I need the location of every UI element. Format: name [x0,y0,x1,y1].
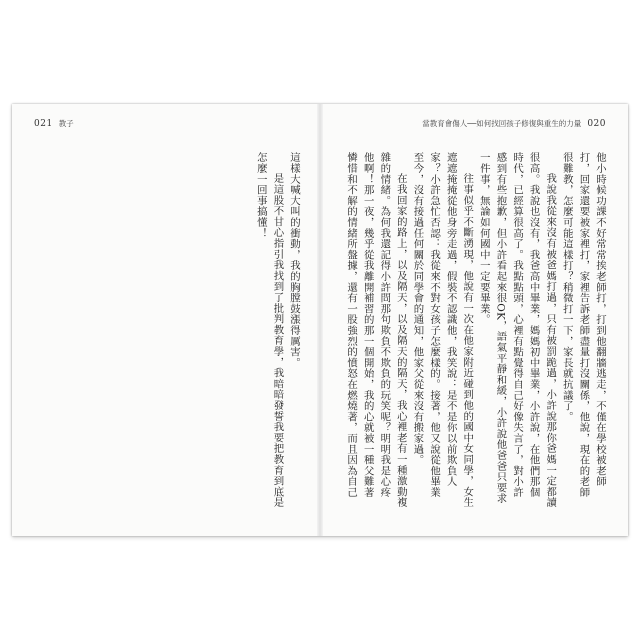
left-page-number: 021 [34,119,53,129]
left-paragraph: 是這股不甘心指引我找到了批判教育學，我暗暗發誓我要把教育到底是怎麼一回事搞懂！ [254,152,284,508]
left-paragraph: 這樣大喊大叫的衝動，我的胸膛鼓漲得厲害。 [288,152,300,368]
left-page [12,104,320,536]
right-page-header [422,118,606,129]
left-page-body [234,152,302,508]
right-paragraph: 他小時候功課不好常常挨老師打，打到他翻牆逃走，不僅在學校被老師打，回家還要被家裡打，家裡告訴老師盡量打沒關係，他說，現在的老師很難教，怎麼可能這樣打？稍微打一下，家長就抗議了。 [560,152,606,498]
right-running-head: 當教育會傷人──如何找回孩子修復與重生的力量 [422,119,582,128]
open-book-spread [12,104,628,536]
right-paragraph: 往事似乎不斷湧現，他說有一次在他家附近碰到他的國中女同學，女生遮遮掩掩從他身旁走過，假裝不認識他，我笑說：是不是你以前欺負人家？小許急忙否認：我從來不對女孩子怎麼樣的。接著，他又說從他畢業至今，沒有接過任何關於同學會的通知，他家父從來沒有搬家過。 [411,152,474,508]
left-running-head: 教子 [58,119,74,128]
book-spine-shadow [317,104,323,536]
right-paragraph: 在我回家的路上，以及隔天，以及隔天的隔天，我心裡老有一種激動複雜的情緒。為何我還記得小許問那句欺負不欺負的玩笑呢？明明我是心疼他啊！那一夜，幾乎從我離開補習的那一個開始，我的心就被一種父難著憐惜和不解的情緒所盤據，還有一股強烈的憤怒在燃燒著，而且因為自己 [345,152,407,508]
right-paragraph: 我說我從來沒有被爸媽打過，只有被罰跪過，小許說那你爸媽一定都讀很高。我說也沒有，我爸高中畢業，媽媽初中畢業，小許說，在他們那個時代，已經算很高了。我點點頭，心裡有點覺得自己好像失言了，對小許感到有些抱歉，但小許看起來很OK，語氣平靜和緩，小許說他爸爸只要求一件事，無論如何國中一定要畢業。 [477,152,557,508]
left-page-header [34,118,74,129]
right-page-number: 020 [587,119,606,129]
right-page [320,104,628,536]
right-page-body [344,152,608,508]
